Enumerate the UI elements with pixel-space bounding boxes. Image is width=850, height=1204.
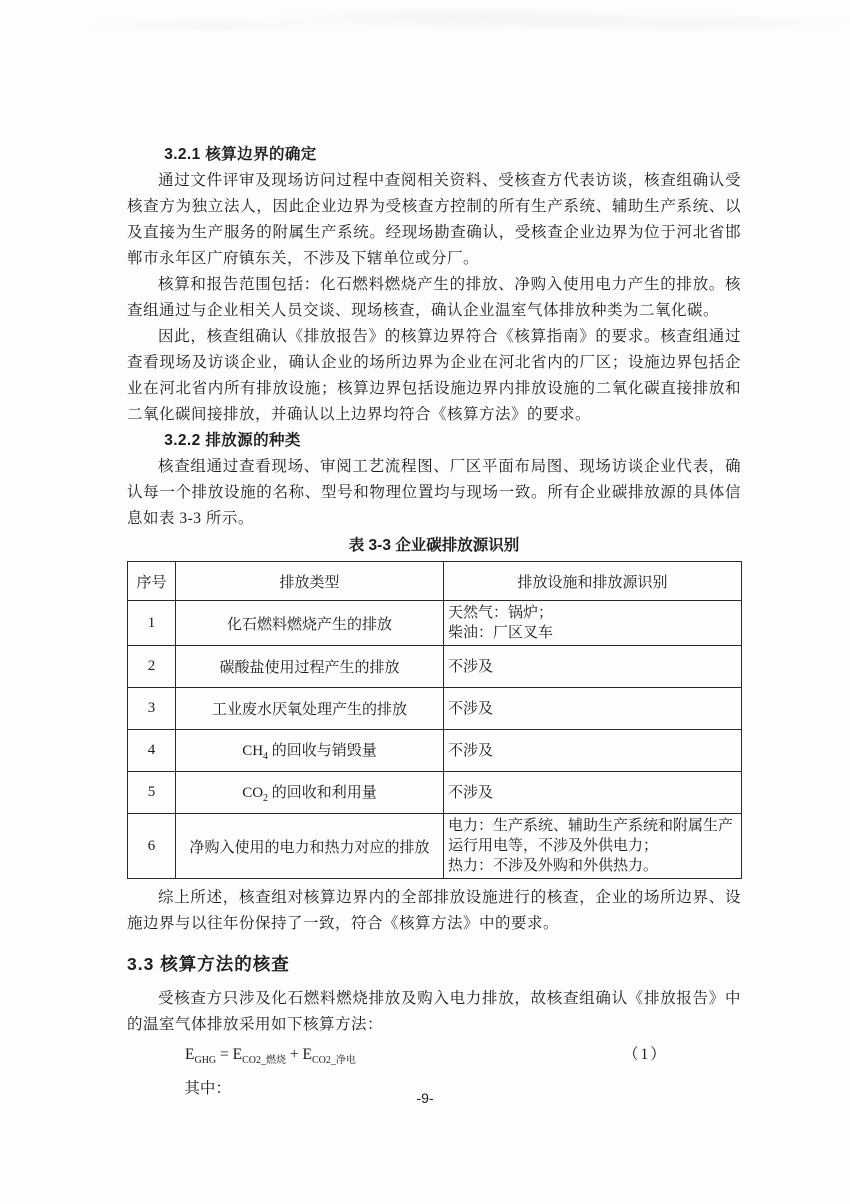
paragraph-sources: 核查组通过查看现场、审阅工艺流程图、厂区平面布局图、现场访谈企业代表，确认每一个排放设施的名称、型号和物理位置均与现场一致。所有企业碳排放源的具体信息如表 3-3 所示。 [127,458,741,527]
row1-detail [444,601,742,646]
heading-3-3: 3.3 核算方法的核查 [127,954,290,974]
heading-3-2-1: 3.2.1 核算边界的确定 [164,146,317,163]
row2-no: 2 [128,646,176,688]
row3-type: 工业废水厌氧处理产生的排放 [176,688,444,730]
heading-3-2-2: 3.2.2 排放源的种类 [164,432,301,449]
row4-no: 4 [128,730,176,772]
row5-detail: 不涉及 [444,772,742,814]
paragraph-boundary-1: 通过文件评审及现场访问过程中查阅相关资料、受核查方代表访谈，核查组确认受核查方为独立法人，因此企业边界为受核查方控制的所有生产系统、辅助生产系统、以及直接为生产服务的附属生产系统。经现场勘查确认，受核查企业边界为位于河北省邯郸市永年区广府镇东关，不涉及下辖单位或分厂。 [127,172,741,267]
column-header-no: 序号 [128,562,176,601]
formula-number: （1） [623,1046,668,1063]
paragraph-boundary-2: 核算和报告范围包括：化石燃料燃烧产生的排放、净购入使用电力产生的排放。核查组通过与企业相关人员交谈、现场核查，确认企业温室气体排放种类为二氧化碳。 [127,276,741,319]
page-number: -9- [416,1090,434,1106]
row2-type: 碳酸盐使用过程产生的排放 [176,646,444,688]
column-header-type: 排放类型 [176,562,444,601]
row2-detail: 不涉及 [444,646,742,688]
row4-detail: 不涉及 [444,730,742,772]
paragraph-summary: 综上所述，核查组对核算边界内的全部排放设施进行的核查，企业的场所边界、设施边界与以往年份保持了一致，符合《核算方法》中的要求。 [127,889,741,932]
row3-detail: 不涉及 [444,688,742,730]
table-row [128,730,742,772]
document-body [127,142,741,1102]
row6-type: 净购入使用的电力和热力对应的排放 [176,814,444,879]
table-row [128,772,742,814]
row6-detail-line2: 热力：不涉及外购和外供热力。 [448,858,659,874]
table-row [128,601,742,646]
where-label: 其中： [184,1080,231,1098]
row1-no: 1 [128,601,176,646]
row1-type: 化石燃料燃烧产生的排放 [176,601,444,646]
row5-no: 5 [128,772,176,814]
paragraph-method: 受核查方只涉及化石燃料燃烧排放及购入电力排放，故核查组确认《排放报告》中的温室气体排放采用如下核算方法： [127,990,741,1033]
row5-type: $CO_2$ 的回收和利用量 [176,772,444,814]
paragraph-boundary-3: 因此，核查组确认《排放报告》的核算边界符合《核算指南》的要求。核查组通过查看现场及访谈企业，确认企业的场所边界为企业在河北省内的厂区；设施边界包括企业在河北省内所有排放设施；核算边界包括设施边界内排放设施的二氧化碳直接排放和二氧化碳间接排放，并确认以上边界均符合《核算方法》的要求。 [127,328,741,423]
column-header-identification: 排放设施和排放源识别 [444,562,742,601]
table-caption: 表 3-3 企业碳排放源识别 [348,537,520,554]
row3-no: 3 [128,688,176,730]
table-row [128,688,742,730]
row6-no: 6 [128,814,176,879]
row1-detail-line2: 柴油：厂区叉车 [448,625,554,641]
row1-detail-line1: 天然气：锅炉； [448,605,554,621]
table-row [128,646,742,688]
formula-1: $E_{GHG} = E_{CO2\_燃烧} + E_{CO2\_净电}$ （1） [185,1042,741,1074]
row4-type: $CH_4$ 的回收与销毁量 [176,730,444,772]
scan-noise-artifact [0,0,850,46]
row6-detail [444,814,742,879]
table-row [128,814,742,879]
row6-detail-line1: 电力：生产系统、辅助生产系统和附属生产运行用电等，不涉及外供电力； [448,818,734,854]
table-header-row [128,562,742,601]
emission-source-table [127,561,742,879]
